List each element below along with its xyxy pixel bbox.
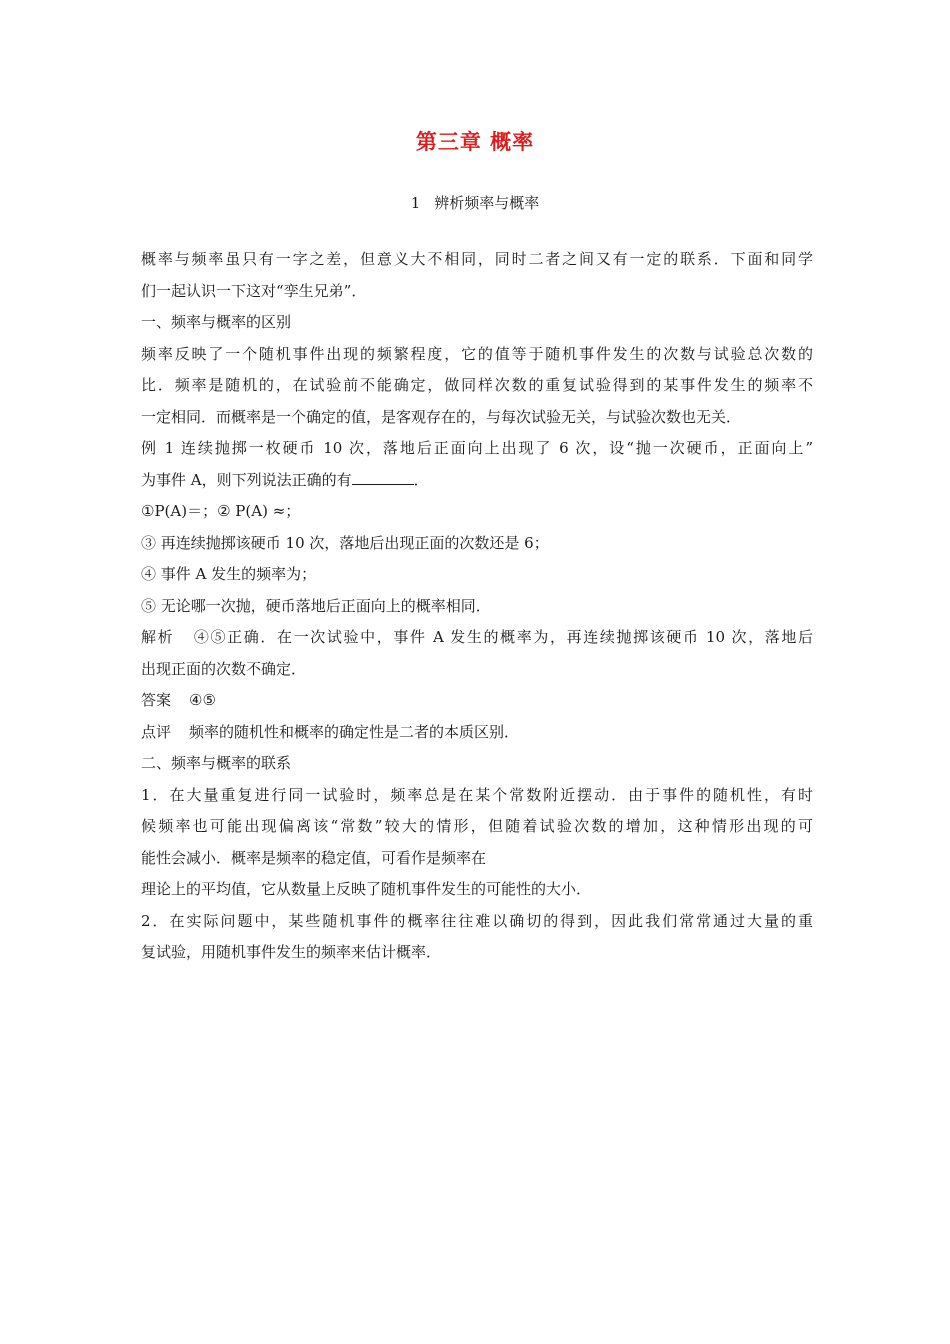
paragraph-line: 概率与频率虽只有一字之差，但意义大不相同，同时二者之间又有一定的联系．下面和同学 bbox=[141, 250, 813, 268]
section-title: 辨析频率与概率 bbox=[434, 194, 540, 212]
answer-line bbox=[141, 685, 813, 717]
analysis-text: ④⑤正确．在一次试验中，事件 A 发生的概率为，再连续抛掷该硬币 10 次，落地后 bbox=[192, 628, 813, 646]
chapter-title: 第三章 概率 bbox=[415, 129, 535, 154]
answer-text: ④⑤ bbox=[189, 691, 216, 709]
comment-text: 频率的随机性和概率的确定性是二者的本质区别． bbox=[189, 722, 520, 741]
analysis-line: 出现正面的次数不确定． bbox=[141, 659, 307, 678]
paragraph-line: 2．在实际问题中，某些随机事件的概率往往难以确切的得到，因此我们常常通过大量的重 bbox=[141, 911, 813, 930]
example-line: 例 1 连续抛掷一枚硬币 10 次，落地后正面向上出现了 6 次，设“抛一次硬币，正面向上” bbox=[141, 439, 813, 457]
paragraph-line: 频率反映了一个随机事件出现的频繁程度，它的值等于随机事件发生的次数与试验总次数的 bbox=[141, 344, 813, 363]
analysis-label: 解析 bbox=[141, 628, 175, 646]
paragraph-line: 理论上的平均值，它从数量上反映了随机事件发生的可能性的大小． bbox=[141, 880, 592, 898]
answer-label: 答案 bbox=[141, 691, 172, 709]
option-line: ③ 再连续抛掷该硬币 10 次，落地后出现正面的次数还是 6； bbox=[141, 533, 549, 552]
paragraph-line: 们一起认识一下这对“孪生兄弟”． bbox=[141, 281, 367, 300]
section-number: 1 bbox=[410, 194, 421, 212]
analysis-line bbox=[141, 622, 813, 654]
comment-line bbox=[141, 717, 813, 749]
document-body bbox=[141, 244, 813, 969]
period-mark: ． bbox=[413, 470, 429, 489]
paragraph-line: 比．频率是随机的，在试验前不能确定，做同样次数的重复试验得到的某事件发生的频率不 bbox=[141, 376, 813, 394]
paragraph-line: 能性会减小．概率是频率的稳定值，可看作是频率在 bbox=[141, 848, 487, 867]
option-line: ⑤ 无论哪一次抛，硬币落地后正面向上的概率相同． bbox=[141, 596, 491, 615]
example-line bbox=[141, 465, 813, 497]
paragraph-line: 一定相同．而概率是一个确定的值，是客观存在的，与每次试验无关，与试验次数也无关． bbox=[141, 407, 742, 426]
answer-blank bbox=[352, 470, 414, 485]
option-line: ④ 事件 A 发生的频率为； bbox=[141, 565, 317, 583]
subheading-difference: 一、频率与概率的区别 bbox=[141, 313, 292, 331]
example-text: 为事件 A，则下列说法正确的有 bbox=[141, 470, 352, 489]
comment-label: 点评 bbox=[141, 722, 172, 741]
section-heading bbox=[0, 192, 950, 213]
subheading-relation: 二、频率与概率的联系 bbox=[141, 754, 292, 772]
option-line: ①P(A)＝；② P(A) ≈； bbox=[141, 502, 301, 520]
paragraph-line: 复试验，用随机事件发生的频率来估计概率． bbox=[141, 943, 442, 961]
paragraph-line: 1．在大量重复进行同一试验时，频率总是在某个常数附近摆动．由于事件的随机性，有时 bbox=[141, 785, 813, 804]
paragraph-line: 候频率也可能出现偏离该“常数”较大的情形，但随着试验次数的增加，这种情形出现的可 bbox=[141, 817, 813, 835]
